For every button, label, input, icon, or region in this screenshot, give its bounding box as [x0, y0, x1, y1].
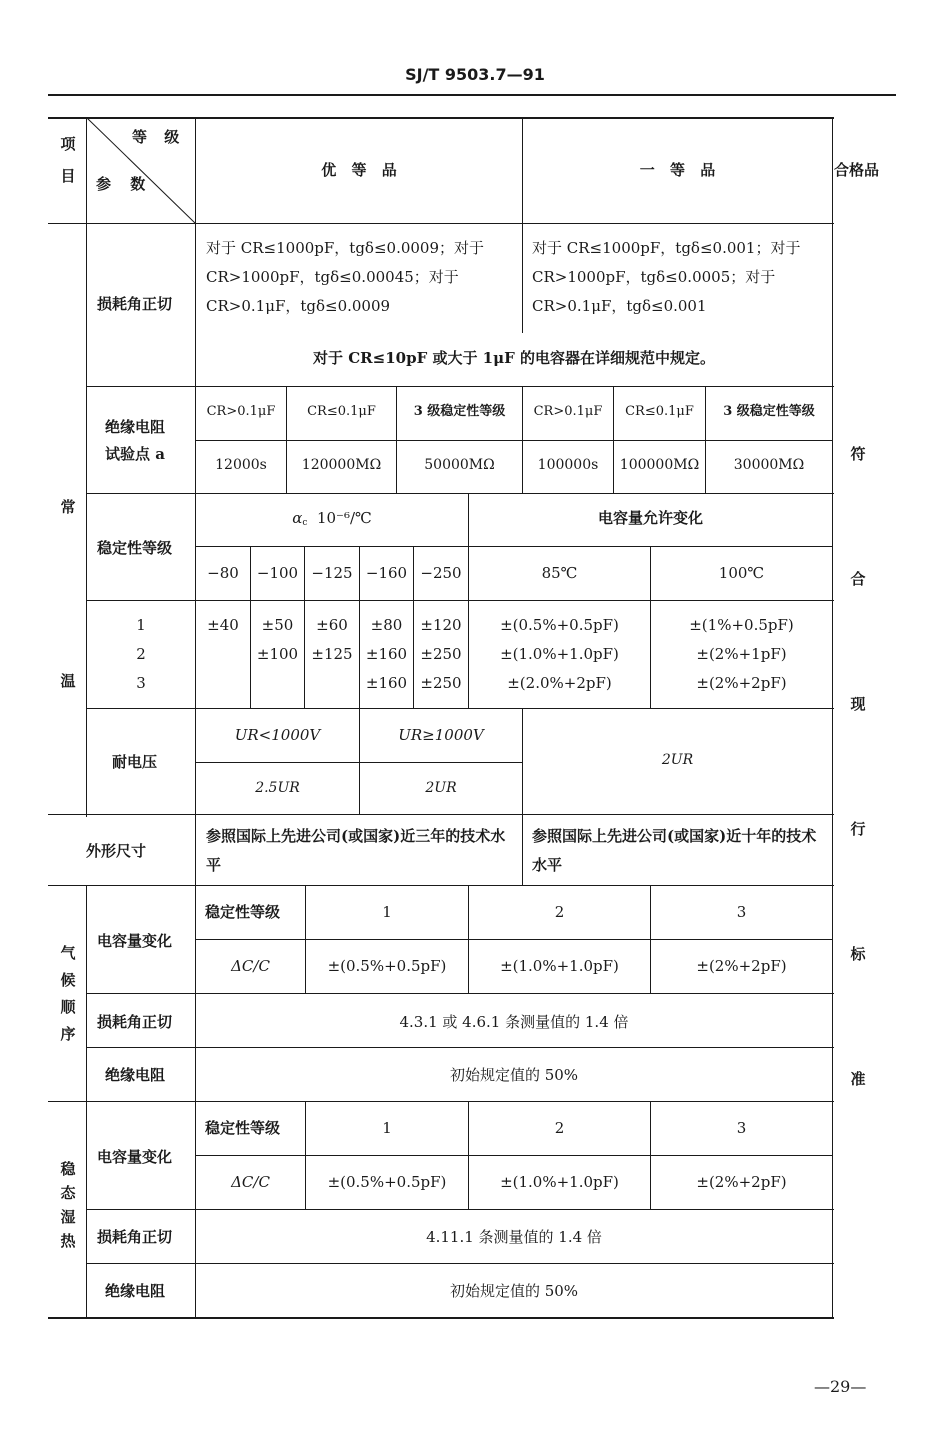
v100c-3: ±(2%+2pF)	[696, 674, 787, 692]
col-first: 一 等 品	[639, 161, 716, 179]
col-excellent: 优 等 品	[321, 161, 397, 179]
alpha-symbol: α	[292, 509, 303, 527]
val-lt: 2.5UR	[255, 780, 300, 796]
ins-val-5: 100000MΩ	[619, 457, 700, 473]
clim-delta: ΔC/C	[231, 957, 270, 975]
level-3: 3	[136, 674, 146, 692]
v250-3: ±250	[420, 674, 462, 692]
temp-col-85: 85℃	[541, 564, 578, 582]
ins-val-3: 50000MΩ	[424, 457, 495, 473]
qualified-text: 符 合 现 行 标 准	[850, 445, 866, 1088]
clim-ins-value: 初始规定值的 50%	[449, 1066, 579, 1084]
ins-head-3: 3 级稳定性等级	[413, 404, 506, 419]
loss-label: 损耗角正切	[97, 295, 173, 313]
header-rule	[48, 94, 896, 96]
temp-col-100: 100℃	[718, 564, 765, 582]
v160-2: ±160	[365, 645, 408, 663]
damp-stab-head: 稳定性等级	[205, 1119, 281, 1137]
clim-level-2: 2	[554, 903, 565, 921]
page-number: —29—	[814, 1377, 867, 1396]
damp-delta: ΔC/C	[231, 1173, 270, 1191]
damp-level-2: 2	[554, 1119, 565, 1137]
dimension-label: 外形尺寸	[86, 842, 147, 860]
alpha-col-3: −125	[311, 564, 353, 582]
col-project-label: 项 目	[60, 135, 76, 185]
ins-val-4: 100000s	[537, 457, 599, 473]
group-normal-temp: 常 温	[60, 498, 76, 690]
cap-change-head: 电容量允许变化	[597, 509, 703, 527]
loss-note: 对于 CR≤10pF 或大于 1μF 的电容器在详细规范中规定。	[313, 349, 715, 367]
val-ge: 2UR	[425, 780, 457, 796]
clim-stab-head: 稳定性等级	[205, 903, 281, 921]
ins-val-6: 30000MΩ	[733, 457, 805, 473]
damp-level-1: 1	[382, 1119, 392, 1137]
diag-top-label: 等 级	[132, 128, 180, 146]
damp-val-2: ±(1.0%+1.0pF)	[500, 1173, 619, 1191]
group-climatic: 气 候 顺 序	[60, 944, 76, 1043]
stability-label: 稳定性等级	[97, 539, 173, 557]
ins-head-1: CR>0.1μF	[206, 404, 276, 419]
loss-first-text: 对于 CR≤1000pF，tgδ≤0.001；对于 CR>1000pF，tgδ≤0.0005；对于 CR>0.1μF，tgδ≤0.001	[532, 239, 801, 315]
doc-code: SJ/T 9503.7—91	[405, 65, 545, 84]
level-2: 2	[136, 645, 146, 663]
v160-3: ±160	[365, 674, 408, 692]
damp-level-3: 3	[736, 1119, 747, 1137]
clim-loss-value: 4.3.1 或 4.6.1 条测量值的 1.4 倍	[399, 1013, 629, 1031]
alpha-head: $\alpha_c$ 10⁻⁶/℃	[292, 509, 372, 528]
clim-val-2: ±(1.0%+1.0pF)	[500, 957, 619, 975]
v250-1: ±120	[420, 616, 462, 634]
v125-2: ±125	[311, 645, 353, 663]
insulation-label: 绝缘电阻	[105, 418, 166, 436]
clim-val-1: ±(0.5%+0.5pF)	[327, 957, 447, 975]
loss-excellent-text: 对于 CR≤1000pF，tgδ≤0.0009；对于 CR>1000pF，tgδ≤0.00045；对于 CR>0.1μF，tgδ≤0.0009	[206, 239, 485, 315]
ins-val-1: 12000s	[215, 457, 267, 473]
clim-level-1: 1	[382, 903, 392, 921]
alpha-unit: 10⁻⁶/℃	[316, 509, 372, 527]
damp-loss-label: 损耗角正切	[97, 1228, 173, 1246]
ins-head-4: CR>0.1μF	[533, 404, 603, 419]
ins-head-2: CR≤0.1μF	[307, 404, 376, 419]
damp-ins-value: 初始规定值的 50%	[449, 1282, 579, 1300]
ins-head-6: 3 级稳定性等级	[723, 404, 815, 419]
ins-val-2: 120000MΩ	[301, 457, 382, 473]
v100-2: ±100	[256, 645, 299, 663]
diag-bottom-label: 参 数	[96, 175, 146, 193]
ins-head-5: CR≤0.1μF	[625, 404, 694, 419]
v80-1: ±40	[207, 616, 239, 634]
alpha-col-2: −100	[256, 564, 299, 582]
ur-ge: UR≥1000V	[398, 726, 484, 744]
v100c-1: ±(1%+0.5pF)	[689, 616, 794, 634]
clim-val-3: ±(2%+2pF)	[696, 957, 787, 975]
alpha-col-1: −80	[207, 564, 239, 582]
first-voltage: 2UR	[661, 752, 694, 768]
clim-ins-label: 绝缘电阻	[105, 1066, 166, 1084]
group-damp-heat: 稳 态 湿 热	[60, 1160, 76, 1250]
insulation-sublabel: 试验点 a	[105, 445, 165, 463]
col-qualified: 合格品	[834, 161, 880, 179]
v85c-1: ±(0.5%+0.5pF)	[500, 616, 619, 634]
v100-1: ±50	[261, 616, 294, 634]
level-1: 1	[136, 616, 146, 634]
dimension-excellent: 参照国际上先进公司(或国家)近三年的技术水平	[206, 827, 506, 874]
clim-loss-label: 损耗角正切	[97, 1013, 173, 1031]
damp-loss-value: 4.11.1 条测量值的 1.4 倍	[426, 1228, 602, 1246]
dimension-first: 参照国际上先进公司(或国家)近十年的技术水平	[532, 827, 817, 874]
damp-val-1: ±(0.5%+0.5pF)	[327, 1173, 447, 1191]
alpha-col-4: −160	[365, 564, 408, 582]
v85c-2: ±(1.0%+1.0pF)	[500, 645, 619, 663]
damp-val-3: ±(2%+2pF)	[696, 1173, 787, 1191]
alpha-col-5: −250	[420, 564, 462, 582]
damp-cap-label: 电容量变化	[97, 1148, 173, 1166]
v125-1: ±60	[316, 616, 348, 634]
voltage-label: 耐电压	[112, 753, 158, 771]
v85c-3: ±(2.0%+2pF)	[507, 674, 612, 692]
v100c-2: ±(2%+1pF)	[696, 645, 787, 663]
v250-2: ±250	[420, 645, 462, 663]
clim-cap-label: 电容量变化	[97, 932, 173, 950]
clim-level-3: 3	[736, 903, 747, 921]
damp-ins-label: 绝缘电阻	[105, 1282, 166, 1300]
v160-1: ±80	[370, 616, 403, 634]
ur-lt: UR<1000V	[234, 726, 321, 744]
